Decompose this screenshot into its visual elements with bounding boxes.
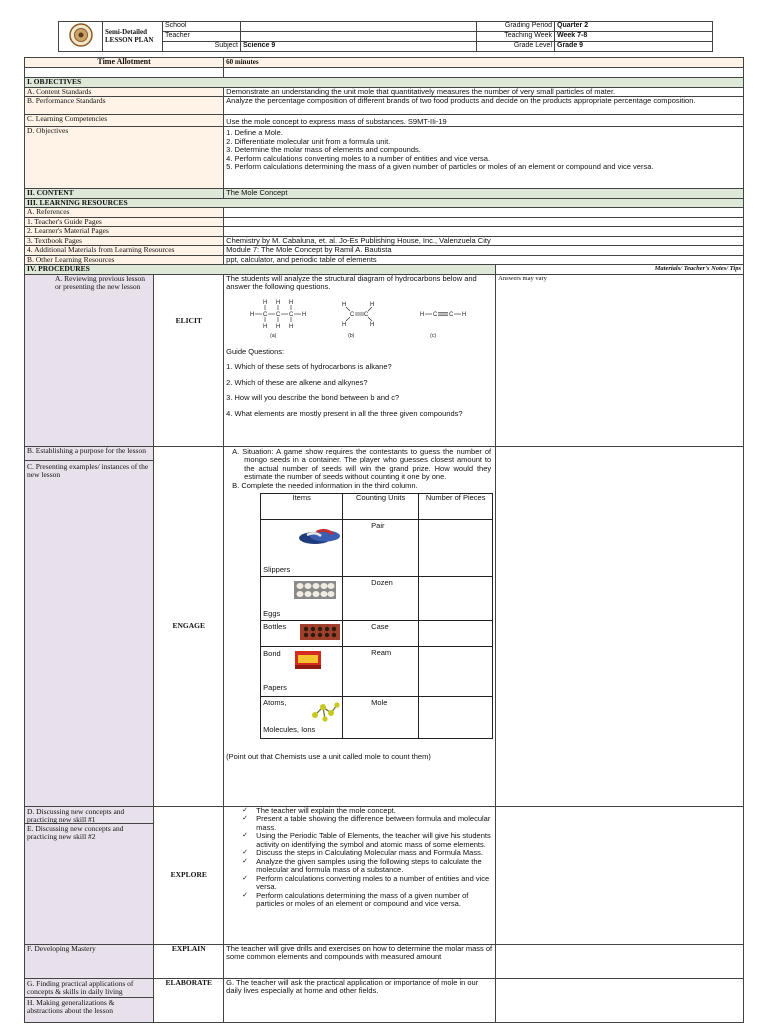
learners-material-label: 2. Learner's Material Pages	[25, 227, 224, 237]
svg-text:H: H	[342, 301, 347, 308]
svg-text:H: H	[342, 321, 347, 328]
svg-text:C: C	[433, 311, 438, 318]
svg-text:H: H	[276, 299, 281, 306]
objective-item: 2. Differentiate molecular unit from a formula unit.	[226, 136, 391, 146]
additional-materials-label: 4. Additional Materials from Learning Resources	[25, 246, 224, 256]
svg-text:H: H	[263, 323, 268, 330]
table-row	[261, 520, 493, 577]
list-item: ✓ Using the Periodic Table of Elements, the teacher will give his students activity on identifying the symbol and atomic mass of some elements.	[256, 832, 493, 849]
pieces-cell[interactable]	[419, 647, 493, 697]
deped-seal-icon	[66, 22, 96, 48]
item-cell	[261, 647, 343, 697]
elaborate-text: G. The teacher will ask the practical application or importance of mole in our daily lives especially at home and other fields.	[224, 978, 496, 1022]
table-row	[261, 697, 493, 739]
school-logo	[59, 22, 103, 52]
grade-level-label: Grade Level	[477, 42, 555, 52]
item-cell	[261, 520, 343, 577]
svg-text:H: H	[420, 311, 425, 318]
other-resources-value: ppt, calculator, and periodic table of elements	[224, 255, 744, 265]
unit-cell: Dozen	[343, 577, 419, 621]
practical-applications-label: G. Finding practical applications of concepts & skills in daily living	[25, 979, 153, 998]
guide-questions-title: Guide Questions:	[226, 346, 285, 356]
school-value	[241, 22, 477, 32]
time-allotment-label: Time Allotment	[25, 58, 224, 68]
diagram-label-b: (b)	[348, 332, 355, 339]
notes-header: Materials/ Teacher's Notes/ Tips	[496, 265, 744, 275]
list-item: ✓ Discuss the steps in Calculating Molecular mass and Formula Mass.	[256, 849, 493, 858]
svg-text:C: C	[364, 311, 369, 318]
reviewing-previous-lesson-label: A. Reviewing previous lesson or presenting the new lesson	[25, 274, 154, 446]
textbook-value: Chemistry by M. Cabaluna, et. al. Jo-Es Publishing House, Inc., Valenzuela City	[224, 236, 744, 246]
objectives-list	[224, 127, 744, 189]
discussing-skill-2-label: E. Discussing new concepts and practicing new skill #2	[27, 823, 124, 841]
svg-text:C: C	[276, 311, 281, 318]
hydrocarbon-diagram	[240, 296, 493, 340]
doc-type-title: Semi-Detailed LESSON PLAN	[103, 22, 163, 52]
table-row	[261, 621, 493, 647]
header-table	[58, 21, 713, 52]
engage-note: (Point out that Chemists use a unit called mole to count them)	[226, 752, 431, 761]
engage-situation: A. Situation: A game show requires the contestants to guess the number of mongo seeds in a container. The player who guesses closest amount to the actual number of seeds will win the grand prize. How would they estimate the number of seeds without counting it one by one.	[232, 446, 492, 481]
svg-text:H: H	[289, 299, 294, 306]
diagram-label-c: (c)	[430, 332, 436, 339]
unit-cell: Ream	[343, 647, 419, 697]
objective-item: 5. Perform calculations determining the mass of a given number of particles or moles of an element or compound and vice versa.	[226, 162, 654, 171]
item-label-bottom: Molecules, Ions	[263, 724, 316, 734]
list-item: ✓ Present a table showing the difference between formula and molecular mass.	[256, 815, 493, 832]
discussing-skill-1-label: D. Discussing new concepts and practicing new skill #1	[25, 807, 153, 824]
engage-labels	[25, 446, 154, 806]
diagram-label-a: (a)	[270, 332, 277, 339]
elaborate-labels	[25, 978, 154, 1022]
lesson-plan-table	[24, 57, 744, 1023]
guide-question: 1. Which of these sets of hydrocarbons is alkane?	[226, 362, 392, 371]
grading-period-label: Grading Period	[477, 22, 555, 32]
item-cell	[261, 697, 343, 739]
svg-text:H: H	[370, 321, 375, 328]
unit-cell: Case	[343, 621, 419, 647]
pieces-cell[interactable]	[419, 621, 493, 647]
col-counting-units-header: Counting Units	[343, 494, 419, 520]
content-heading: II. CONTENT	[25, 189, 224, 199]
explore-list	[226, 807, 493, 909]
explore-content	[224, 806, 496, 944]
teacher-label: Teacher	[163, 32, 241, 42]
teachers-guide-label: 1. Teacher's Guide Pages	[25, 217, 224, 227]
grading-period-value: Quarter 2	[555, 22, 713, 32]
elicit-note: Answers may vary	[496, 274, 744, 446]
other-resources-label: B. Other Learning Resources	[25, 255, 224, 265]
explain-text: The teacher will give drills and exercises on how to determine the molar mass of some common elements and compounds with measured amount	[224, 944, 496, 978]
item-cell	[261, 577, 343, 621]
objective-item: 4. Perform calculations converting moles to a number of entities and vice versa.	[226, 153, 491, 163]
table-row	[261, 647, 493, 697]
elicit-phase: ELICIT	[154, 274, 224, 446]
unit-cell: Mole	[343, 697, 419, 739]
objectives-label: D. Objectives	[25, 127, 224, 189]
svg-text:H: H	[302, 311, 307, 318]
performance-standards-label: B. Performance Standards	[25, 97, 224, 115]
pieces-cell[interactable]	[419, 577, 493, 621]
objectives-heading: I. OBJECTIVES	[25, 78, 744, 88]
ream-paper-icon	[293, 649, 323, 671]
explain-phase: EXPLAIN	[154, 944, 224, 978]
generalizations-label: H. Making generalizations & abstractions about the lesson	[27, 997, 115, 1015]
guide-question: 3. How will you describe the bond between b and c?	[226, 393, 400, 402]
item-label-top: Bond	[263, 649, 281, 658]
school-label: School	[163, 22, 241, 32]
molecule-icon	[309, 699, 341, 723]
pieces-cell[interactable]	[419, 520, 493, 577]
establishing-purpose-label: B. Establishing a purpose for the lesson	[25, 447, 153, 461]
subject-label: Subject	[163, 42, 241, 52]
svg-text:H: H	[462, 311, 467, 318]
elicit-intro: The students will analyze the structural diagram of hydrocarbons below and answer the following questions.	[226, 273, 477, 291]
svg-text:H: H	[263, 299, 268, 306]
svg-text:C: C	[350, 311, 355, 318]
objective-item: 3. Determine the molar mass of elements and compounds.	[226, 145, 421, 154]
col-number-pieces-header: Number of Pieces	[419, 494, 493, 520]
col-items-header: Items	[261, 494, 343, 520]
svg-text:C: C	[263, 311, 268, 318]
explore-phase: EXPLORE	[154, 806, 224, 944]
item-cell	[261, 621, 343, 647]
bottle-case-icon	[299, 623, 341, 641]
engage-content	[224, 446, 496, 806]
content-value: The Mole Concept	[224, 189, 744, 199]
svg-text:H: H	[250, 311, 255, 318]
svg-text:H: H	[276, 323, 281, 330]
presenting-examples-label: C. Presenting examples/ instances of the new lesson	[27, 461, 149, 479]
elaborate-phase: ELABORATE	[154, 978, 224, 1022]
content-standards-text: Demonstrate an understanding the unit mole that quantitatively measures the number of very small particles of mater.	[224, 87, 744, 97]
pieces-cell[interactable]	[419, 697, 493, 739]
subject-value: Science 9	[241, 42, 477, 52]
item-label: Eggs	[263, 608, 281, 618]
performance-standards-text: Analyze the percentage composition of different brands of two food products and decide on the products appropriate percentage composition.	[224, 97, 744, 115]
content-standards-label: A. Content Standards	[25, 87, 224, 97]
developing-mastery-label: F. Developing Mastery	[25, 944, 154, 978]
objective-item: 1. Define a Mole.	[226, 128, 283, 137]
item-label: Bottles	[263, 622, 287, 631]
egg-tray-icon	[293, 579, 337, 601]
teaching-week-value: Week 7-8	[555, 32, 713, 42]
guide-question: 4. What elements are mostly present in all the three given compounds?	[226, 408, 463, 418]
explore-labels	[25, 806, 154, 944]
item-label: Slippers	[263, 564, 291, 574]
item-label-top: Atoms,	[263, 698, 287, 707]
additional-materials-value: Module 7: The Mole Concept by Ramil A. Bautista	[224, 246, 744, 256]
counting-units-table	[260, 493, 493, 739]
svg-text:C: C	[449, 311, 454, 318]
svg-text:H: H	[289, 323, 294, 330]
time-allotment-value: 60 minutes	[224, 58, 744, 68]
list-item: ✓ Perform calculations converting moles to a number of entities and vice versa.	[256, 875, 493, 892]
procedures-heading: IV. PROCEDURES	[25, 265, 496, 275]
elicit-content	[224, 274, 496, 446]
list-item: ✓ The teacher will explain the mole concept.	[256, 807, 493, 816]
learning-competencies-text: Use the mole concept to express mass of substances. S9MT-IIi-19	[224, 115, 744, 127]
svg-text:H: H	[370, 301, 375, 308]
teaching-week-label: Teaching Week	[477, 32, 555, 42]
svg-text:C: C	[289, 311, 294, 318]
grade-level-value: Grade 9	[555, 42, 713, 52]
list-item: ✓ Perform calculations determining the mass of a given number of particles or moles of an element or compound and vice versa.	[256, 892, 493, 909]
item-label-bottom: Papers	[263, 682, 287, 692]
guide-question: 2. Which of these are alkene and alkynes?	[226, 377, 368, 387]
table-row	[261, 577, 493, 621]
learning-resources-heading: III. LEARNING RESOURCES	[25, 198, 744, 208]
textbook-label: 3. Textbook Pages	[25, 236, 224, 246]
references-label: A. References	[25, 208, 224, 218]
engage-instruction: B. Complete the needed information in the third column.	[232, 480, 418, 490]
engage-phase: ENGAGE	[154, 446, 224, 806]
learning-competencies-label: C. Learning Competencies	[25, 115, 224, 127]
teacher-value	[241, 32, 477, 42]
list-item: ✓ Analyze the given samples using the following steps to calculate the molecular and formula mass of a substance.	[256, 858, 493, 875]
slippers-icon	[297, 526, 343, 548]
unit-cell: Pair	[343, 520, 419, 577]
